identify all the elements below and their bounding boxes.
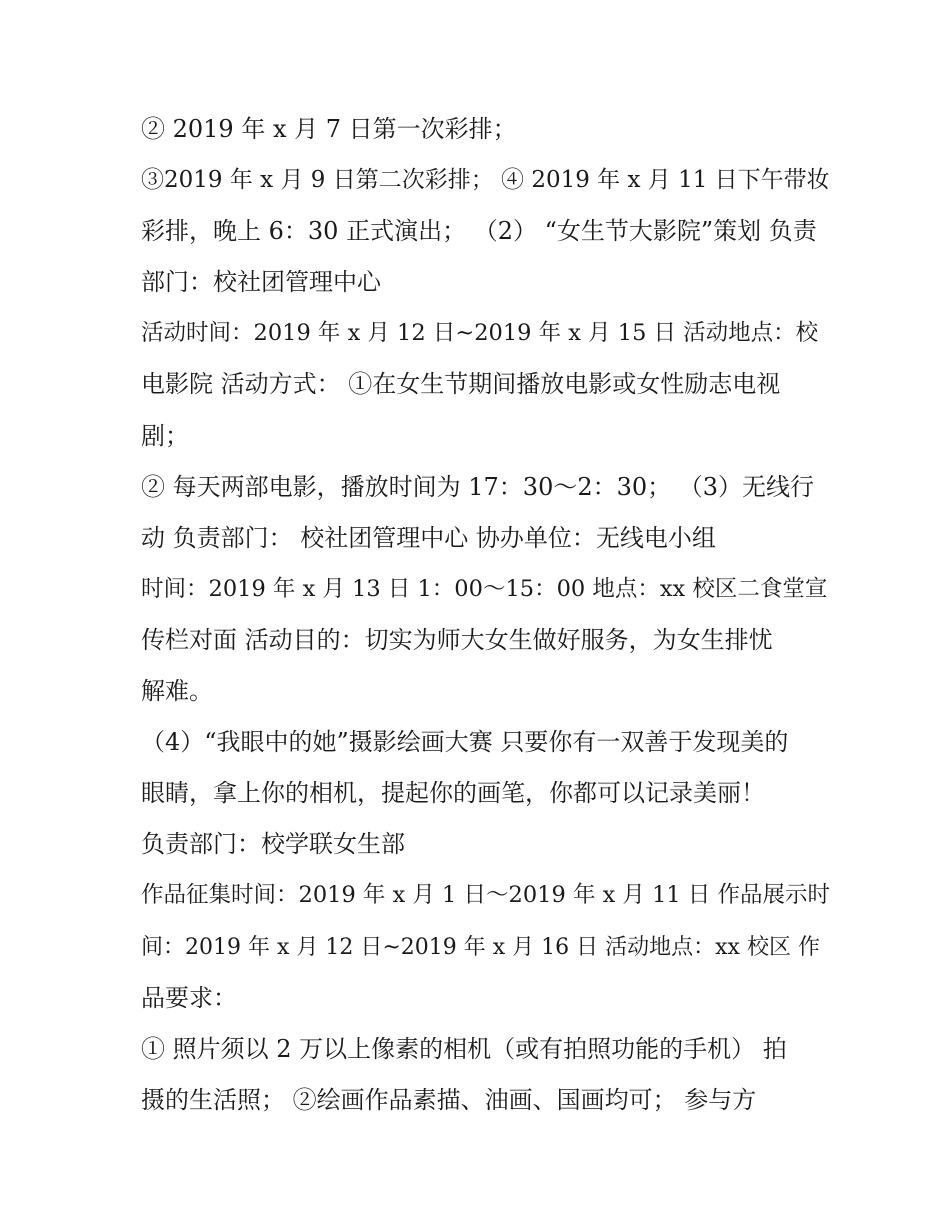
text-line-3: 彩排，晚上 6：30 正式演出； （2） “女生节大影院”策划 负责 xyxy=(141,217,817,246)
text-line-15: 负责部门：校学联女生部 xyxy=(141,830,405,859)
text-line-7: 剧； xyxy=(141,421,189,450)
text-line-5: 活动时间：2019 年 x 月 12 日~2019 年 x 月 15 日 活动地点：校 xyxy=(141,320,819,347)
text-line-1: ② 2019 年 x 月 7 日第一次彩排； xyxy=(141,115,517,143)
text-line-18: 品要求： xyxy=(141,983,237,1012)
text-line-9: 动 负责部门： 校社团管理中心 协办单位：无线电小组 xyxy=(141,523,716,552)
text-line-2: ③2019 年 x 月 9 日第二次彩排； ④ 2019 年 x 月 11 日下午带妆 xyxy=(141,167,830,194)
text-line-19: ① 照片须以 2 万以上像素的相机（或有拍照功能的手机） 拍 xyxy=(141,1034,787,1063)
text-line-16: 作品征集时间：2019 年 x 月 1 日～2019 年 x 月 11 日 作品展示时 xyxy=(141,882,831,909)
text-line-8: ② 每天两部电影，播放时间为 17：30～2：30； （3）无线行 xyxy=(141,472,815,501)
text-line-10: 时间：2019 年 x 月 13 日 1：00～15：00 地点：xx 校区二食堂宣 xyxy=(141,575,828,602)
text-line-12: 解难。 xyxy=(141,677,213,706)
text-line-4: 部门：校社团管理中心 xyxy=(141,268,381,297)
text-line-14: 眼睛，拿上你的相机，提起你的画笔，你都可以记录美丽！ xyxy=(141,779,765,808)
text-line-13: （4）“我眼中的她”摄影绘画大赛 只要你有一双善于发现美的 xyxy=(141,728,789,757)
body-text xyxy=(141,104,831,1126)
text-line-20: 摄的生活照； ②绘画作品素描、油画、国画均可； 参与方 xyxy=(141,1085,757,1114)
text-line-6: 电影院 活动方式： ①在女生节期间播放电影或女性励志电视 xyxy=(141,370,781,399)
text-line-11: 传栏对面 活动目的：切实为师大女生做好服务，为女生排忧 xyxy=(141,625,773,654)
text-line-17: 间：2019 年 x 月 12 日~2019 年 x 月 16 日 活动地点：xx 校区 作 xyxy=(141,934,820,960)
